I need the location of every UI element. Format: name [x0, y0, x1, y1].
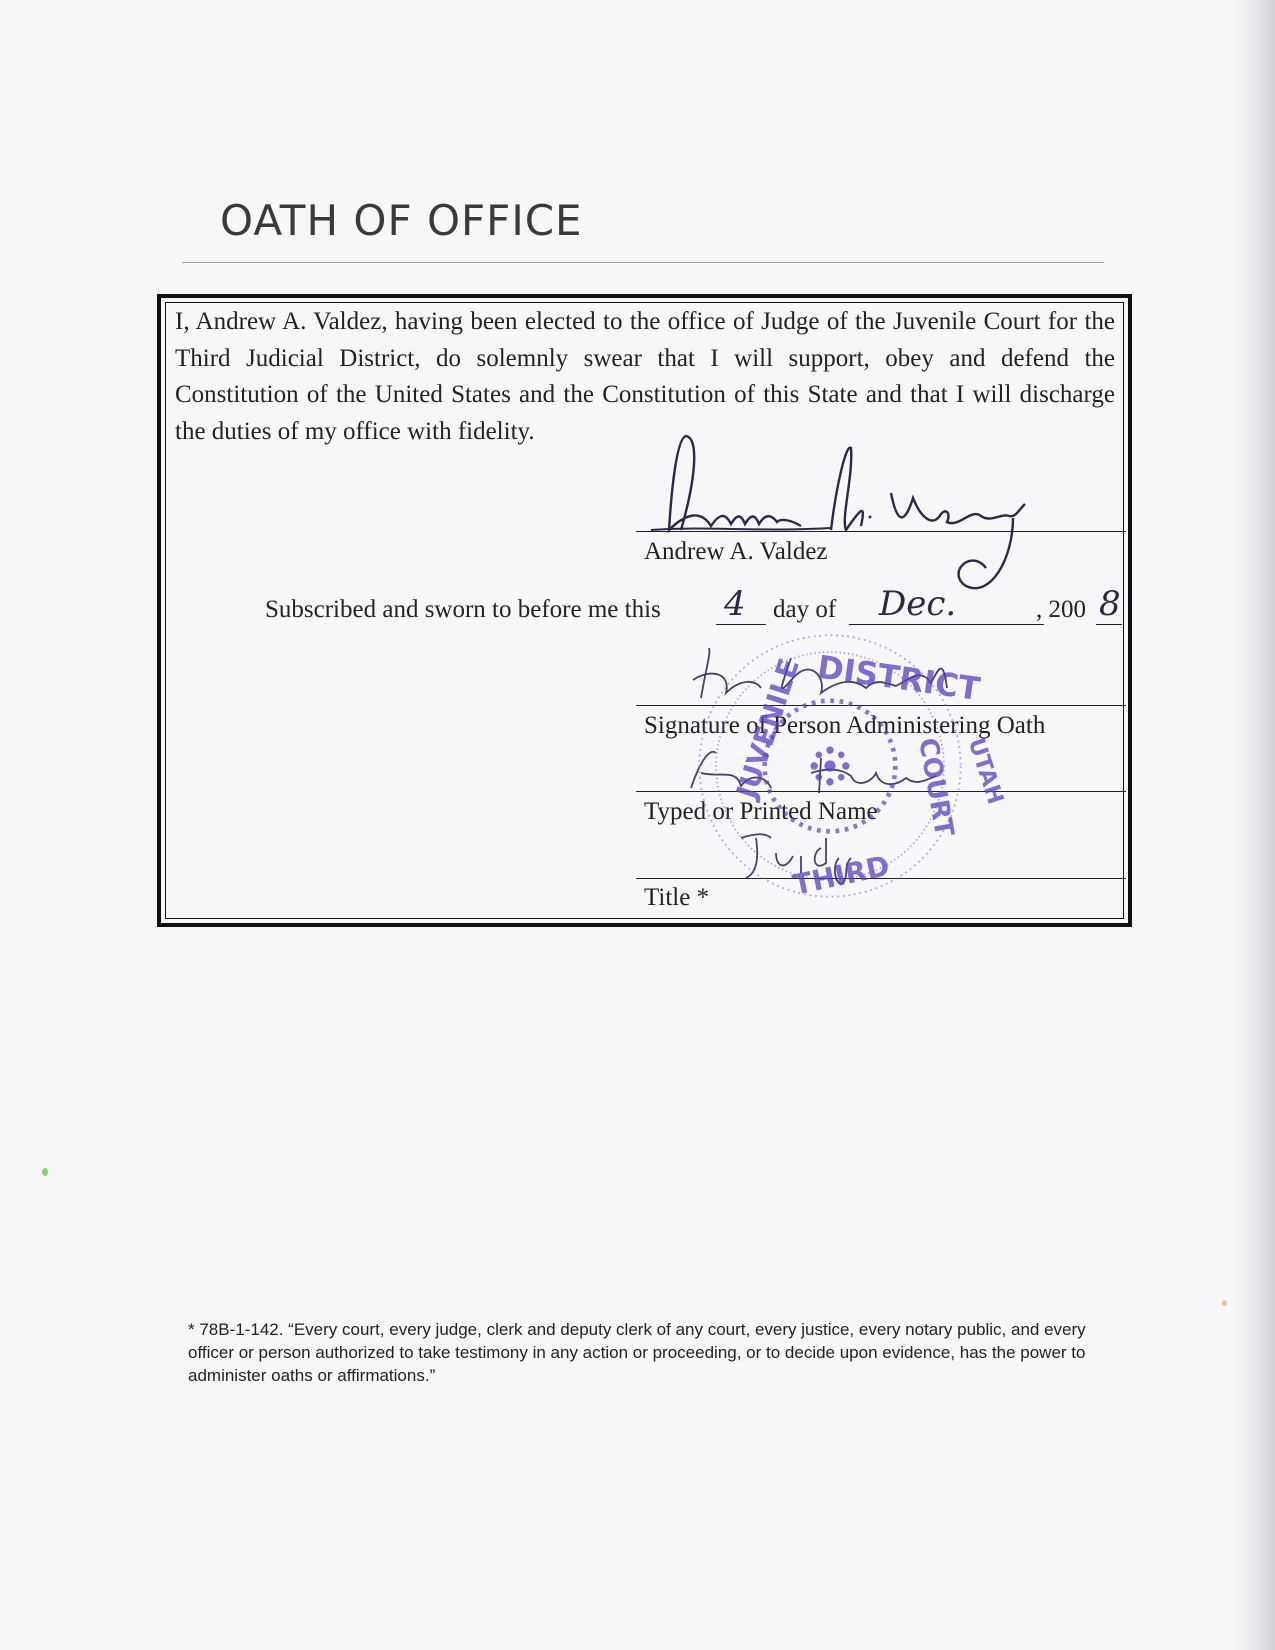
month-value: Dec. [879, 584, 957, 624]
oath-text: I, Andrew A. Valdez, having been elected to the office of Judge of the Juvenile Court for the Third Judicial District, do solemnly swear that I will support, obey and defend the Constitution of the United States and the Constitution of this State and that I will discharge the duties of my office with fidelity. [175, 308, 1115, 445]
seal-text-state: UTAH [962, 734, 1009, 808]
scan-speck [42, 1168, 48, 1176]
subscribed-middle: day of [773, 596, 837, 623]
administering-signature-label: Signature of Person Administering Oath [644, 712, 1046, 739]
title-rule [182, 262, 1104, 263]
page-edge-shadow [1235, 0, 1275, 1650]
scan-speck [1222, 1300, 1227, 1306]
seal-text-bottom: THIRD [790, 849, 893, 902]
affiant-name: Andrew A. Valdez [644, 538, 828, 565]
title-label: Title * [644, 884, 710, 911]
affiant-signature [641, 418, 1061, 598]
year-value: 8 [1099, 584, 1121, 624]
printed-name-label: Typed or Printed Name [644, 798, 878, 825]
statute-footnote: * 78B-1-142. “Every court, every judge, clerk and deputy clerk of any court, every justice, every notary public, and every officer or person authorized to take testimony in any action or proceeding, or to decide upon evidence, has the power to administer oaths or affirmations.” [188, 1320, 1086, 1385]
court-seal [690, 626, 1009, 906]
year-blank [1096, 624, 1122, 625]
seal-text-right: COURT [912, 735, 959, 839]
subscribed-prefix: Subscribed and sworn to before me this [265, 596, 661, 623]
seal-text-left: JUVENILE [729, 654, 806, 803]
month-blank [849, 624, 1044, 625]
day-blank [716, 624, 766, 625]
year-prefix: , 200 [1036, 596, 1086, 623]
day-value: 4 [724, 584, 746, 624]
oath-box [157, 294, 1132, 927]
document-title: OATH OF OFFICE [220, 196, 583, 245]
affiant-signature-line [636, 531, 1126, 532]
seal-text-top: DISTRICT [814, 649, 983, 709]
